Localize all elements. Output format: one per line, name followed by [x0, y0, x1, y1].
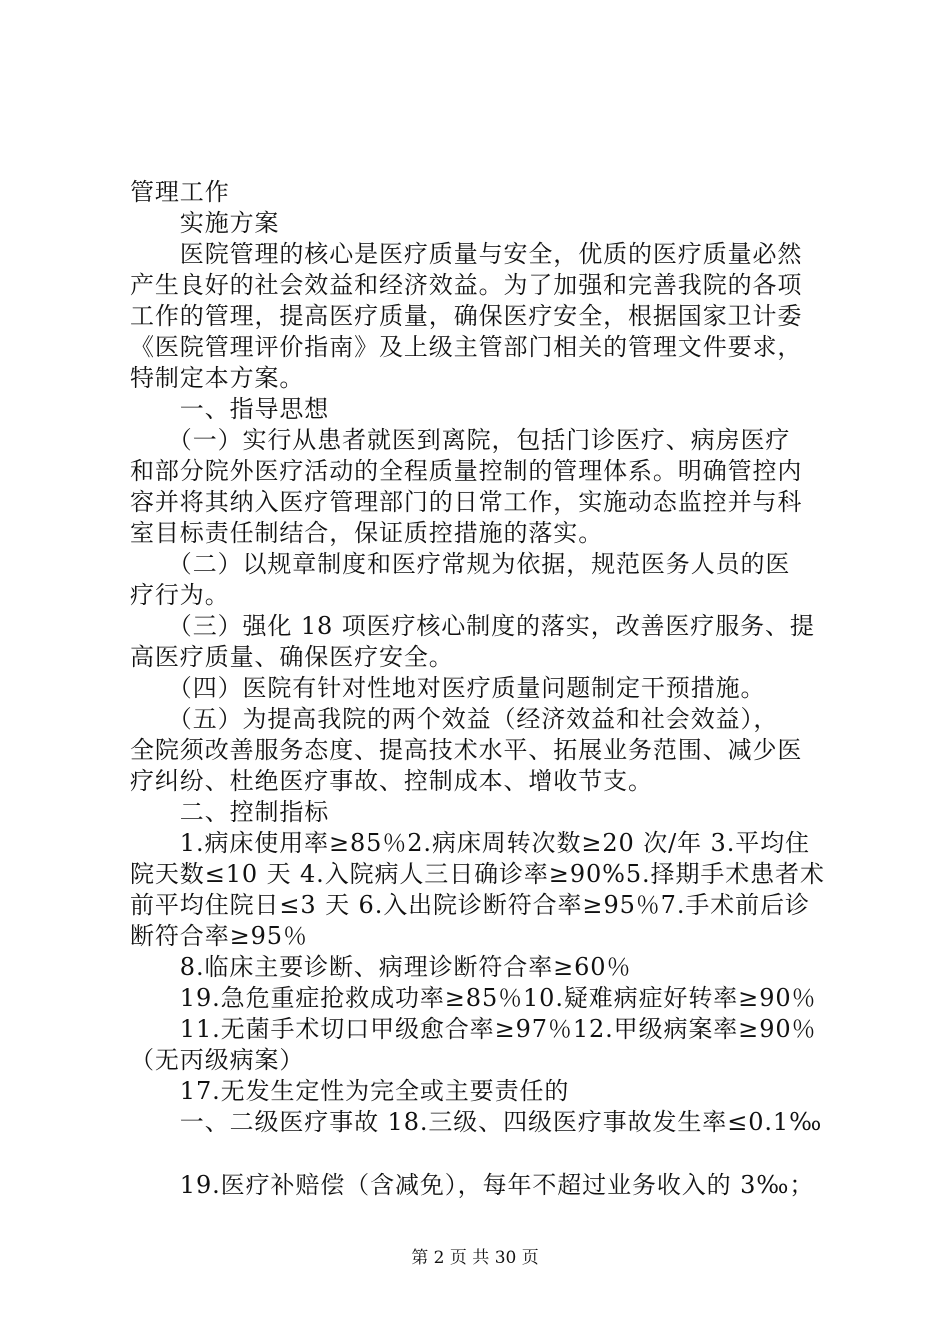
- text-line: 工作的管理，提高医疗质量，确保医疗安全，根据国家卫计委: [130, 302, 803, 330]
- text-line: （一）实行从患者就医到离院，包括门诊医疗、病房医疗: [130, 426, 791, 454]
- text-line: 疗行为。: [130, 581, 230, 609]
- text-line: （四）医院有针对性地对医疗质量问题制定干预措施。: [130, 674, 766, 702]
- text-line: 1.病床使用率≥85％2.病床周转次数≥20 次/年 3.平均住: [130, 829, 810, 857]
- text-line: 实施方案: [130, 209, 280, 237]
- text-line: 医院管理的核心是医疗质量与安全，优质的医疗质量必然: [130, 240, 803, 268]
- text-line: 全院须改善服务态度、提高技术水平、拓展业务范围、减少医: [130, 736, 803, 764]
- text-line: 8.临床主要诊断、病理诊断符合率≥60％: [130, 953, 632, 981]
- text-line: 管理工作: [130, 178, 230, 206]
- text-line: 室目标责任制结合，保证质控措施的落实。: [130, 519, 604, 547]
- page-number-footer: 第 2 页 共 30 页: [411, 1248, 539, 1268]
- text-line: 和部分院外医疗活动的全程质量控制的管理体系。明确管控内: [130, 457, 803, 485]
- text-line: 17.无发生定性为完全或主要责任的: [130, 1077, 570, 1105]
- text-line: 断符合率≥95％: [130, 922, 308, 950]
- text-line: （无丙级病案）: [130, 1046, 305, 1074]
- text-line: 19.医疗补赔偿（含减免），每年不超过业务收入的 3‰；: [130, 1171, 815, 1199]
- text-line: 《医院管理评价指南》及上级主管部门相关的管理文件要求，: [130, 333, 803, 361]
- text-line: 院天数≤10 天 4.入院病人三日确诊率≥90%5.择期手术患者术: [130, 860, 825, 888]
- text-line: 产生良好的社会效益和经济效益。为了加强和完善我院的各项: [130, 271, 803, 299]
- text-line: 11.无菌手术切口甲级愈合率≥97％12.甲级病案率≥90％: [130, 1015, 817, 1043]
- text-line: （三）强化 18 项医疗核心制度的落实，改善医疗服务、提: [130, 612, 815, 640]
- text-line: 一、二级医疗事故 18.三级、四级医疗事故发生率≤0.1‰: [130, 1108, 823, 1136]
- section-heading: 一、指导思想: [130, 395, 330, 423]
- text-line: （五）为提高我院的两个效益（经济效益和社会效益），: [130, 705, 779, 733]
- text-line: 特制定本方案。: [130, 364, 305, 392]
- text-line: 容并将其纳入医疗管理部门的日常工作，实施动态监控并与科: [130, 488, 803, 516]
- text-line: 高医疗质量、确保医疗安全。: [130, 643, 454, 671]
- text-line: 前平均住院日≤3 天 6.入出院诊断符合率≥95％7.手术前后诊: [130, 891, 810, 919]
- text-line: 疗纠纷、杜绝医疗事故、控制成本、增收节支。: [130, 767, 653, 795]
- text-line: 19.急危重症抢救成功率≥85％10.疑难病症好转率≥90％: [130, 984, 817, 1012]
- section-heading: 二、控制指标: [130, 798, 330, 826]
- text-line: （二）以规章制度和医疗常规为依据，规范医务人员的医: [130, 550, 791, 578]
